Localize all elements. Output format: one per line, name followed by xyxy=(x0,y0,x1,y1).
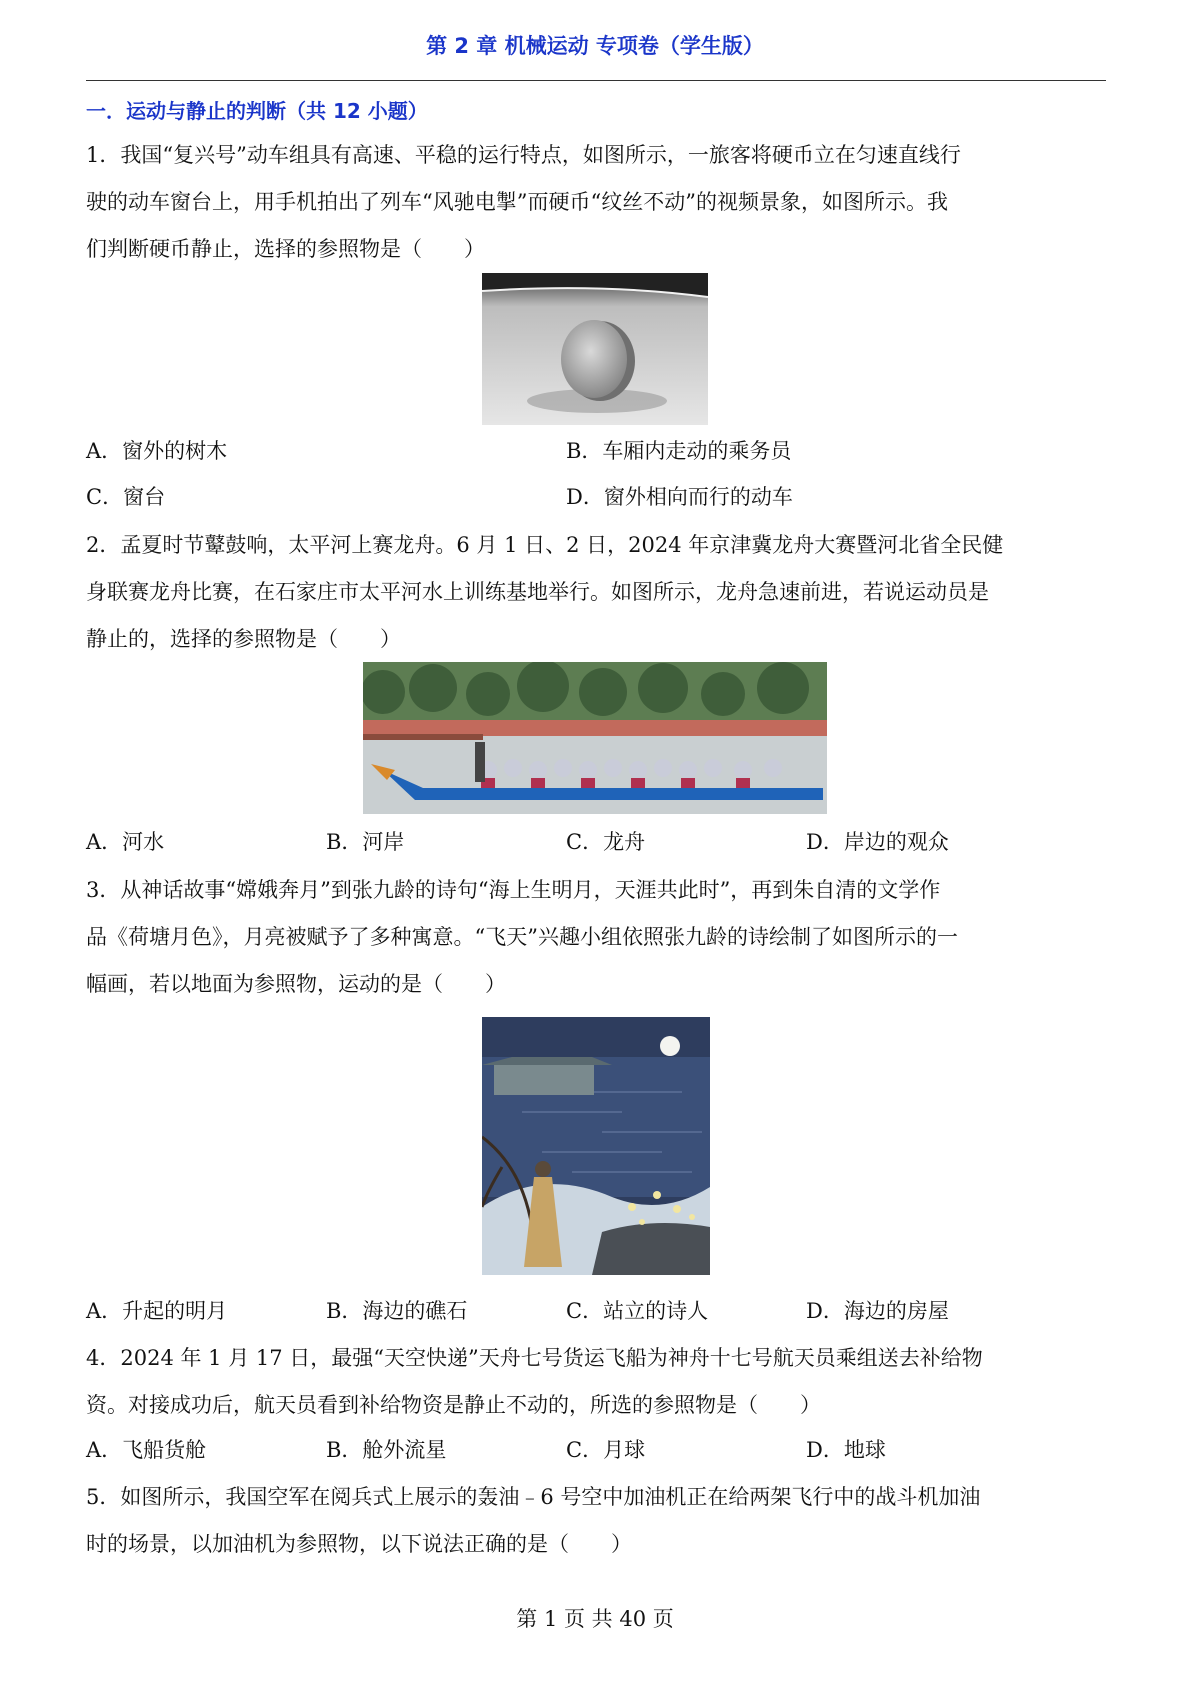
question-1-options-row-2 xyxy=(86,477,1106,517)
q3-option-a[interactable]: A．升起的明月 xyxy=(86,1299,228,1323)
q3-option-d[interactable]: D．海边的房屋 xyxy=(806,1299,949,1323)
question-1-line-3: 们判断硬币静止，选择的参照物是（ ） xyxy=(86,237,485,261)
header-divider xyxy=(86,80,1106,81)
q1-option-a[interactable]: A．窗外的树木 xyxy=(86,439,228,463)
question-5-text xyxy=(86,1474,1106,1568)
question-4-line-2: 资。对接成功后，航天员看到补给物资是静止不动的，所选的参照物是（ ） xyxy=(86,1393,821,1417)
question-2-text xyxy=(86,522,1106,663)
q4-option-b[interactable]: B．舱外流星 xyxy=(326,1438,447,1462)
question-4-line-1: 4．2024 年 1 月 17 日，最强“天空快递”天舟七号货运飞船为神舟十七号航天员乘组送去补给物 xyxy=(86,1346,983,1370)
question-3-line-3: 幅画，若以地面为参照物，运动的是（ ） xyxy=(86,972,506,996)
q2-option-b[interactable]: B．河岸 xyxy=(326,830,405,854)
q2-option-a[interactable]: A．河水 xyxy=(86,830,165,854)
question-4-options xyxy=(86,1430,1106,1470)
q2-option-d[interactable]: D．岸边的观众 xyxy=(806,830,949,854)
question-3-line-1: 3．从神话故事“嫦娥奔月”到张九龄的诗句“海上生明月，天涯共此时”，再到朱自清的文学作 xyxy=(86,878,941,902)
question-1-text xyxy=(86,132,1106,273)
question-3-options xyxy=(86,1291,1106,1331)
question-2-line-1: 2．孟夏时节鼙鼓响，太平河上赛龙舟。6 月 1 日、2 日，2024 年京津冀龙舟大赛暨河北省全民健 xyxy=(86,533,1004,557)
q3-option-b[interactable]: B．海边的礁石 xyxy=(326,1299,468,1323)
question-2-line-3: 静止的，选择的参照物是（ ） xyxy=(86,627,401,651)
question-3-text xyxy=(86,867,1106,1008)
q3-option-c[interactable]: C．站立的诗人 xyxy=(566,1299,709,1323)
section-title: 一．运动与静止的判断（共 12 小题） xyxy=(86,99,428,123)
question-2-line-2: 身联赛龙舟比赛，在石家庄市太平河水上训练基地举行。如图所示，龙舟急速前进，若说运动员是 xyxy=(86,580,989,604)
q4-option-a[interactable]: A．飞船货舱 xyxy=(86,1438,207,1462)
question-1-line-1: 1．我国“复兴号”动车组具有高速、平稳的运行特点，如图所示，一旅客将硬币立在匀速直线行 xyxy=(86,143,961,167)
question-2-options xyxy=(86,822,1106,862)
q2-option-c[interactable]: C．龙舟 xyxy=(566,830,646,854)
question-1-line-2: 驶的动车窗台上，用手机拍出了列车“风驰电掣”而硬币“纹丝不动”的视频景象，如图所示。我 xyxy=(86,190,948,214)
q4-option-d[interactable]: D．地球 xyxy=(806,1438,886,1462)
q1-option-c[interactable]: C．窗台 xyxy=(86,485,166,509)
coin-on-windowsill-image xyxy=(482,273,708,425)
q1-option-b[interactable]: B．车厢内走动的乘务员 xyxy=(566,439,792,463)
question-4-text xyxy=(86,1335,1106,1429)
q4-option-c[interactable]: C．月球 xyxy=(566,1438,646,1462)
question-1-options xyxy=(86,431,1106,471)
question-5-line-2: 时的场景，以加油机为参照物，以下说法正确的是（ ） xyxy=(86,1532,632,1556)
page-number: 第 1 页 共 40 页 xyxy=(516,1607,674,1631)
moon-over-sea-painting-image xyxy=(482,1017,710,1275)
document-title: 第 2 章 机械运动 专项卷（学生版） xyxy=(426,34,764,58)
question-3-line-2: 品《荷塘月色》，月亮被赋予了多种寓意。“飞天”兴趣小组依照张九龄的诗绘制了如图所示的一 xyxy=(86,925,958,949)
q1-option-d[interactable]: D．窗外相向而行的动车 xyxy=(566,485,793,509)
question-5-line-1: 5．如图所示，我国空军在阅兵式上展示的轰油﹣6 号空中加油机正在给两架飞行中的战斗机加油 xyxy=(86,1485,981,1509)
dragon-boat-race-image xyxy=(363,662,827,814)
